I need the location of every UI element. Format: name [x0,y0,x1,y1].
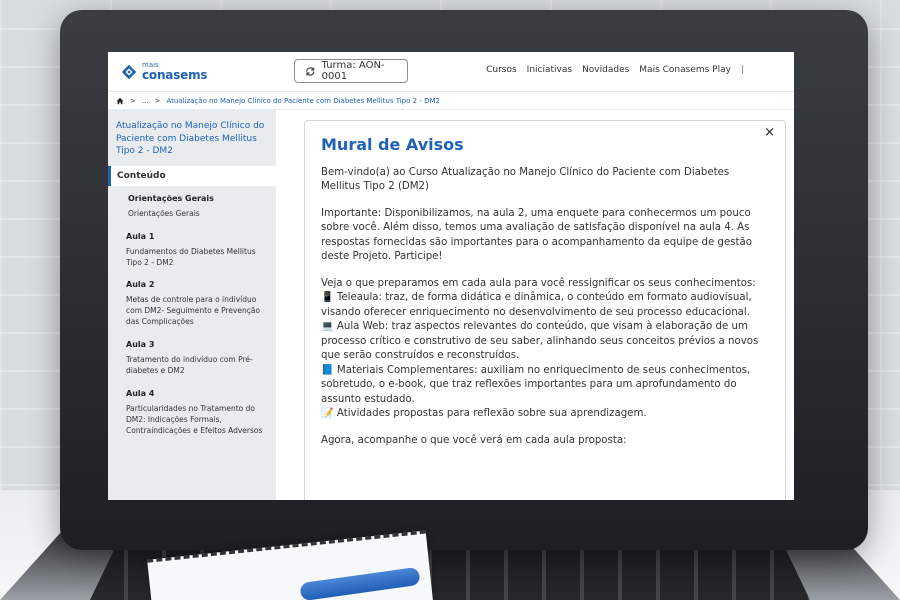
logo-mark-icon [120,63,138,81]
section-item[interactable]: Metas de controle para o indivíduo com DM2- Seguimento e Prevenção das Complicações [126,295,261,327]
nav-iniciativas[interactable]: Iniciativas [526,65,573,75]
mural-avisos-card [304,120,786,500]
section-item[interactable]: Tratamento do indivíduo com Pré-diabetes e DM2 [126,355,253,375]
closing-text: Agora, acompanhe o que você verá em cada aula proposta: [321,434,627,446]
section-item[interactable]: Orientações Gerais [128,208,200,218]
sidebar-section-aula-3[interactable] [108,332,276,381]
sidebar-section-aula-2[interactable] [108,272,276,332]
sidebar-conteudo-header[interactable]: Conteúdo [108,166,276,186]
refresh-icon [305,66,316,77]
section-title: Aula 3 [126,340,155,350]
list-item-teleaula: 📱 Teleaula: traz, de forma didática e dinâmica, o conteúdo em formato audiovisual, visando oferecer enriquecimento no desenvolvimento de seu processo educacional. [321,292,752,318]
turma-selector-button[interactable] [294,59,408,83]
nav-separator: | [740,65,744,75]
sidebar-course-title[interactable]: Atualização no Manejo Clínico do Paciente com Diabetes Mellitus Tipo 2 - DM2 [108,110,276,166]
breadcrumb [108,92,794,110]
logo-small-text: mais [142,61,159,69]
list-item-atividades: 📝 Atividades propostas para reflexão sobre sua aprendizagem. [321,408,647,420]
home-icon[interactable] [116,97,124,105]
section-title: Orientações Gerais [128,193,214,203]
turma-label: Turma: AON-0001 [321,60,385,82]
sidebar-section-orientacoes[interactable] [108,186,276,224]
laptop-screen [108,52,794,500]
nav-mais-conasems-play[interactable]: Mais Conasems Play [639,65,731,75]
course-sidebar [108,110,276,500]
sidebar-section-aula-1[interactable] [108,224,276,273]
breadcrumb-chevron-icon: > [130,96,136,105]
section-title: Aula 4 [126,388,155,398]
site-logo[interactable] [120,62,207,81]
section-item[interactable]: Particularidades no Tratamento do DM2: Indicações Formais, Contraindicações e Efeitos Adversos [126,403,263,435]
main-content [276,110,794,500]
intro-text: Veja o que preparamos em cada aula para você ressignificar os seus conhecimentos: [321,277,756,289]
breadcrumb-ellipsis[interactable]: ... [141,96,149,105]
nav-novidades[interactable]: Novidades [582,65,630,75]
page-body [108,110,794,500]
welcome-text: Bem-vindo(a) ao Curso Atualização no Manejo Clínico do Paciente com Diabetes Mellitus Tipo 2 (DM2) [321,167,730,193]
list-item-aula-web: 💻 Aula Web: traz aspectos relevantes do conteúdo, que visam à elaboração de um processo crítico e construtivo de seu saber, alinhando seus conceitos prévios a novos que serão construídos e reconstruídos. [321,321,759,362]
top-bar [108,52,794,92]
close-icon[interactable]: × [764,125,775,140]
list-item-materiais: 📘 Materiais Complementares: auxiliam no enriquecimento de seus conhecimentos, sobretudo, o e-book, que traz reflexões importantes para um aprofundamento do assunto estudado. [321,364,751,405]
section-item[interactable]: Fundamentos do Diabetes Mellitus Tipo 2 - DM2 [126,246,256,267]
section-title: Aula 2 [126,280,155,290]
breadcrumb-chevron-icon: > [154,96,161,105]
sidebar-section-aula-4[interactable] [108,381,276,441]
important-notice: Importante: Disponibilizamos, na aula 2, uma enquete para conhecermos um pouco sobre você. Além disso, temos uma avaliação de satisfação disponível na aula 4. As respostas fornecidas são importantes para o acompanhamento da equipe de gestão deste Projeto. Participe! [321,207,752,263]
section-title: Aula 1 [126,231,155,241]
main-nav [486,65,744,75]
breadcrumb-current[interactable]: Atualização no Manejo Clínico do Paciente com Diabetes Mellitus Tipo 2 - DM2 [166,96,440,105]
logo-text [142,62,207,81]
nav-cursos[interactable]: Cursos [486,65,517,75]
page-title: Mural de Avisos [321,135,464,154]
logo-big-text: conasems [142,68,208,82]
